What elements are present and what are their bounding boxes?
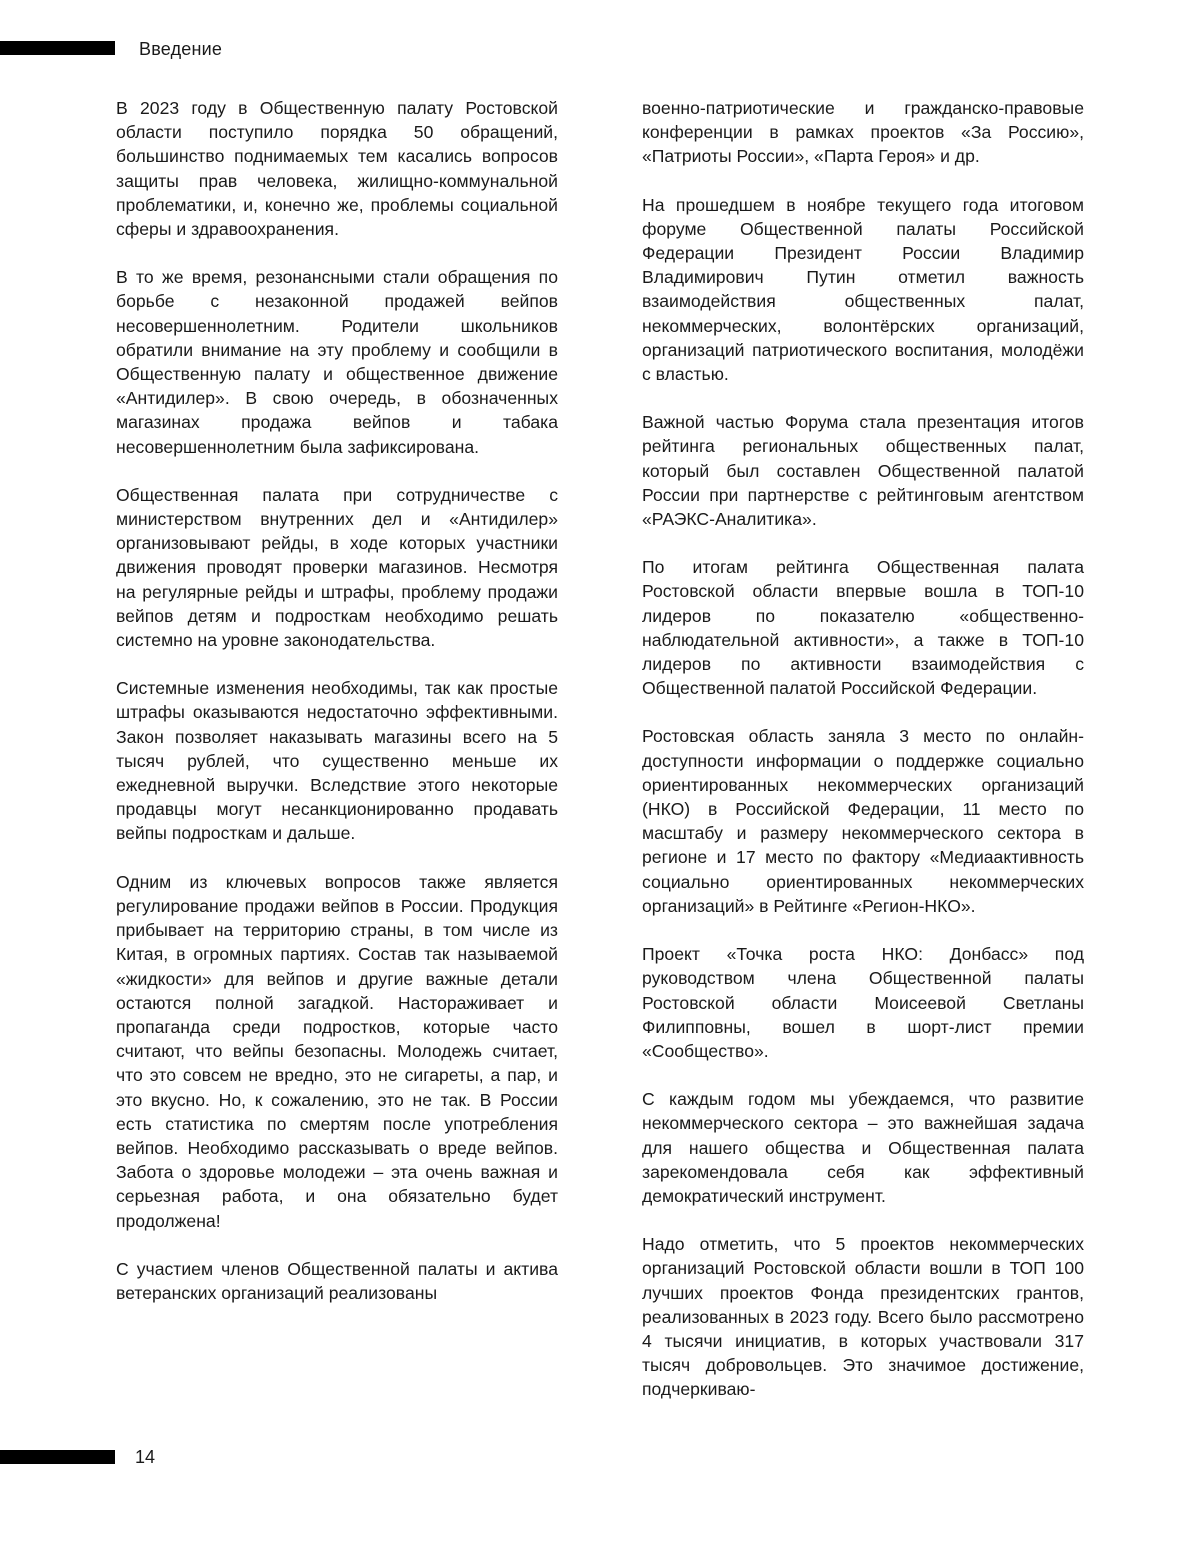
paragraph: военно-патриотические и гражданско-правовые конференции в рамках проектов «За Россию», «Патриоты России», «Парта Героя» и др.: [642, 98, 1084, 167]
text-column-left: [116, 96, 558, 1305]
paragraph: Важной частью Форума стала презентация итогов рейтинга региональных общественных палат, который был составлен Общественной палатой России при партнерстве с рейтинговым агентством «РАЭКС-Аналитика».: [642, 412, 1084, 530]
page-number: 14: [135, 1447, 156, 1467]
paragraph: На прошедшем в ноябре текущего года итоговом форуме Общественной палаты Российской Федерации Президент России Владимир Владимирович Путин отметил важность взаимодействия общественных палат, некоммерческих, волонтёрских организаций, организаций патриотического воспитания, молодёжи с властью.: [642, 194, 1084, 385]
paragraph: Ростовская область заняла 3 место по онлайн-доступности информации о поддержке социально ориентированных некоммерческих организаций (НКО) в Российской Федерации, 11 место по масштабу и размеру некоммерческого сектора в регионе и 17 место по фактору «Медиаактивность социально ориентированных некоммерческих организаций» в Рейтинге «Регион-НКО».: [642, 726, 1084, 916]
paragraph: По итогам рейтинга Общественная палата Ростовской области впервые вошла в ТОП-10 лидеров по показателю «общественно-наблюдательной активности», а также в ТОП-10 лидеров по активности взаимодействия с Общественной палатой Российской Федерации.: [642, 557, 1084, 699]
paragraph: В 2023 году в Общественную палату Ростовской области поступило порядка 50 обращений, большинство поднимаемых тем касались вопросов защиты прав человека, жилищно-коммунальной проблематики, и, конечно же, проблемы социальной сферы и здравоохранения.: [116, 98, 558, 240]
paragraph: Одним из ключевых вопросов также является регулирование продажи вейпов в России. Продукция прибывает на территорию страны, в том числе из Китая, в огромных партиях. Состав так называемой «жидкости» для вейпов и другие важные детали остаются полной загадкой. Настораживает и пропаганда среди подростков, которые часто считают, что вейпы безопасны. Молодежь считает, что это совсем не вредно, это не сигареты, а пар, и это вкусно. Но, к сожалению, это не так. В России есть статистика по смертям после употребления вейпов. Необходимо рассказывать о вреде вейпов. Забота о здоровье молодежи – эта очень важная и серьезная работа, и она обязательно будет продолжена!: [116, 871, 558, 1231]
section-title: Введение: [139, 39, 223, 59]
paragraph: Надо отметить, что 5 проектов некоммерческих организаций Ростовской области вошли в ТОП 100 лучших проектов Фонда президентских грантов, реализованных в 2023 году. Всего было рассмотрено 4 тысячи инициатив, в которых участвовали 317 тысяч добровольцев. Это значимое достижение, подчеркиваю-: [642, 1234, 1084, 1400]
paragraph: С каждым годом мы убеждаемся, что развитие некоммерческого сектора – это важнейшая задача для нашего общества и Общественная палата зарекомендовала себя как эффективный демократический инструмент.: [642, 1089, 1084, 1206]
paragraph: В то же время, резонансными стали обращения по борьбе с незаконной продажей вейпов несовершеннолетним. Родители школьников обратили внимание на эту проблему и сообщили в Общественную палату и общественное движение «Антидилер». В свою очередь, в обозначенных магазинах продажа вейпов и табака несовершеннолетним была зафиксирована.: [116, 267, 558, 457]
paragraph: С участием членов Общественной палаты и актива ветеранских организаций реализованы: [116, 1258, 558, 1303]
paragraph: Общественная палата при сотрудничестве с министерством внутренних дел и «Антидилер» организовывают рейды, в ходе которых участники движения проводят проверки магазинов. Несмотря на регулярные рейды и штрафы, проблему продажи вейпов детям и подросткам необходимо решать системно на уровне законодательства.: [116, 484, 558, 651]
footer-accent-bar: [0, 1450, 115, 1464]
paragraph: Проект «Точка роста НКО: Донбасс» под руководством члена Общественной палаты Ростовской области Моисеевой Светланы Филипповны, вошел в шорт-лист премии «Сообщество».: [642, 944, 1084, 1061]
text-column-right: [642, 96, 1084, 1402]
paragraph: Системные изменения необходимы, так как простые штрафы оказываются недостаточно эффективными. Закон позволяет наказывать магазины всего на 5 тысяч рублей, что существенно меньше их ежедневной выручки. Вследствие этого некоторые продавцы могут несанкционированно продавать вейпы подросткам и дальше.: [116, 678, 558, 844]
header-accent-bar: [0, 41, 115, 55]
